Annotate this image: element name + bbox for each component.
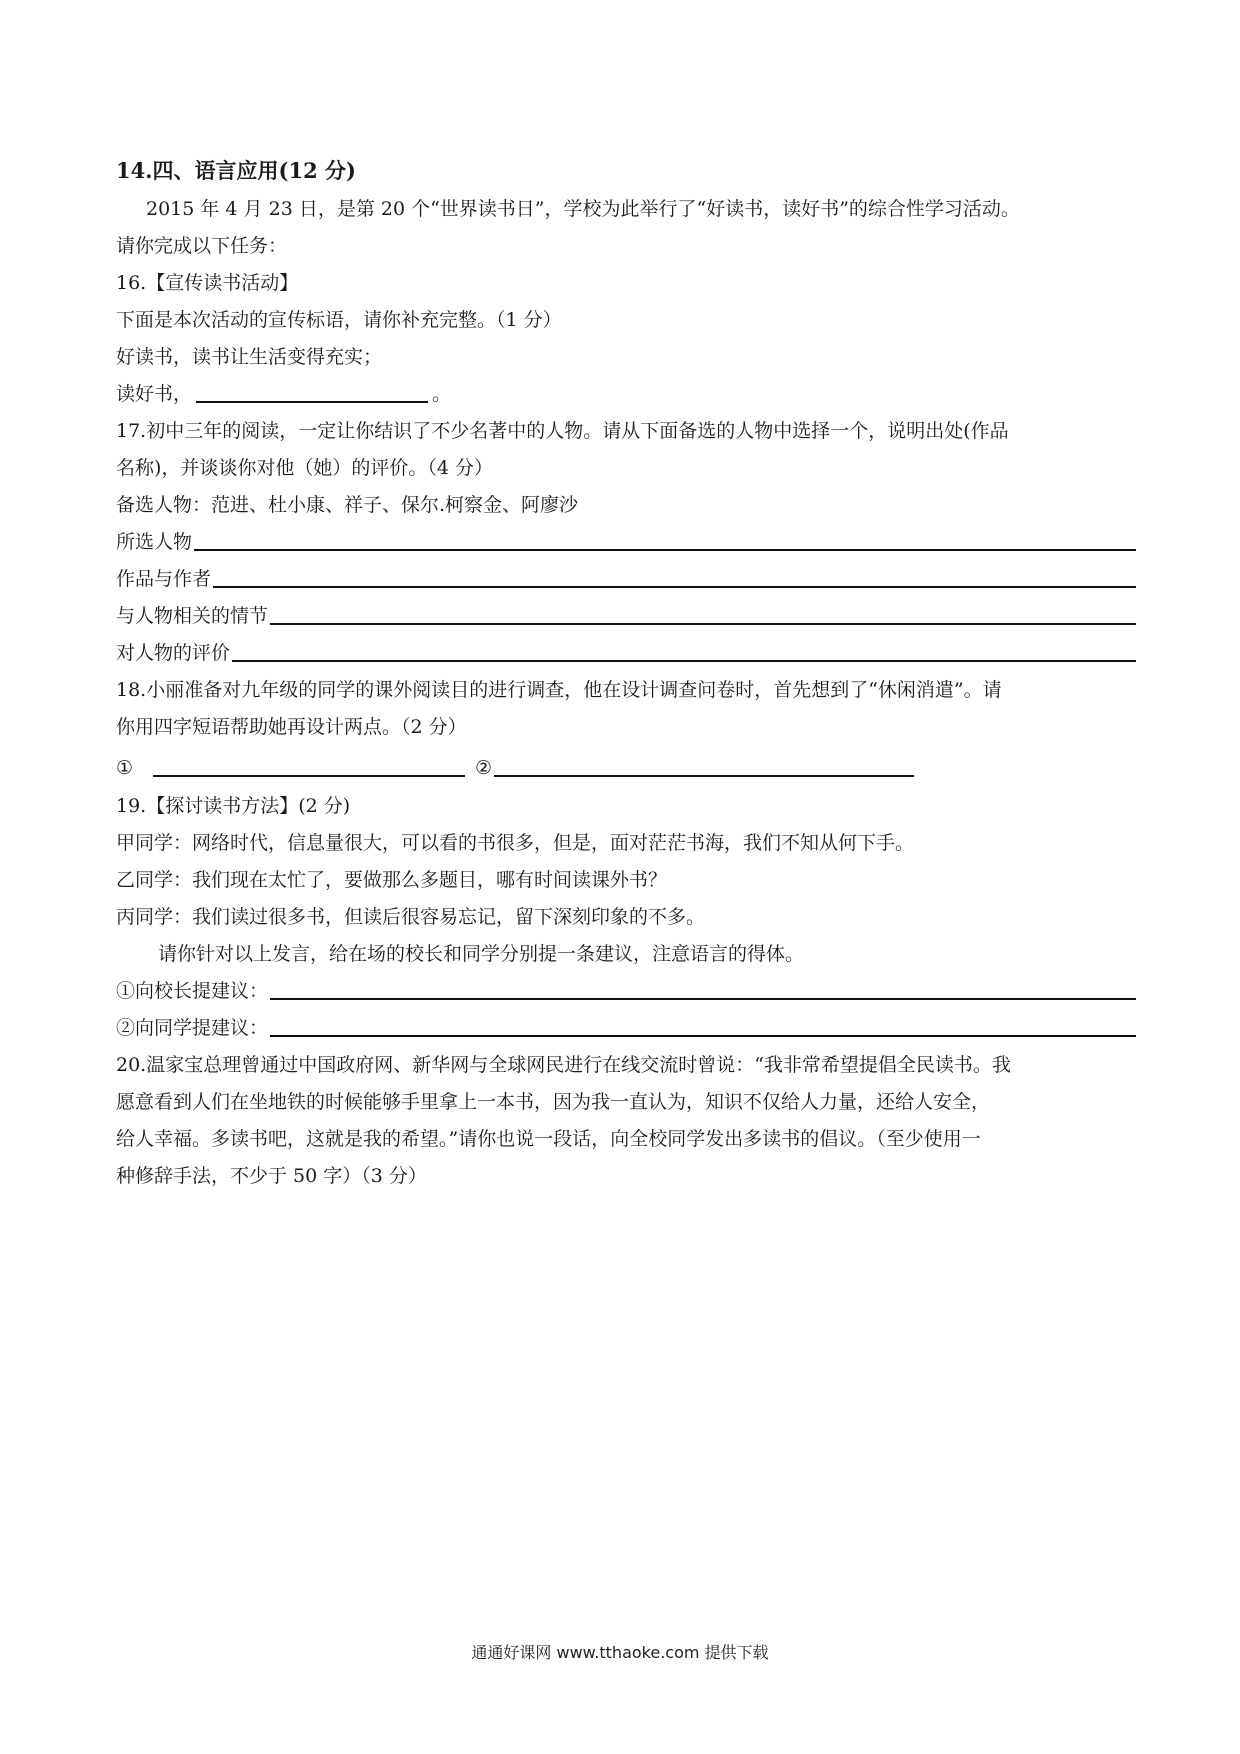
- q17-field-work: [116, 566, 1136, 592]
- q17-field-eval: [116, 640, 1136, 666]
- q18-line-1: 18.小丽准备对九年级的同学的课外阅读目的进行调查，他在设计调查问卷时，首先想到了“休闲消遣”。请: [116, 679, 1002, 701]
- q19-student-b: 乙同学：我们现在太忙了，要做那么多题目，哪有时间读课外书？: [116, 869, 668, 891]
- intro-line-2: 请你完成以下任务：: [116, 235, 288, 257]
- q17-line-1: 17.初中三年的阅读，一定让你结识了不少名著中的人物。请从下面备选的人物中选择一个，说明出处(作品: [116, 420, 1009, 442]
- q17-line-2: 名称)，并谈谈你对他（她）的评价。（4 分）: [116, 457, 494, 479]
- q18-mark-1: ①: [116, 757, 134, 779]
- q19-field-classmates-label: ②向同学提建议：: [116, 1017, 269, 1039]
- q16-slogan-2-prefix: 读好书，: [116, 383, 193, 405]
- q20-line-2: 愿意看到人们在坐地铁的时候能够手里拿上一本书，因为我一直认为，知识不仅给人力量，还给人安全，: [116, 1091, 991, 1113]
- section-title: 14.四、语言应用(12 分): [116, 158, 356, 183]
- q19-field-principal: [116, 978, 1136, 1004]
- q19-heading: 19.【探讨读书方法】(2 分): [116, 795, 351, 817]
- q16-slogan-2: [116, 381, 1136, 407]
- q17-work-blank[interactable]: [213, 566, 1136, 588]
- q19-task: 请你针对以上发言，给在场的校长和同学分别提一条建议，注意语言的得体。: [158, 943, 805, 965]
- q17-plot-blank[interactable]: [270, 603, 1136, 625]
- q19-student-c: 丙同学：我们读过很多书，但读后很容易忘记，留下深刻印象的不多。: [116, 906, 706, 928]
- q16-slogan-2-suffix: 。: [432, 383, 452, 405]
- q18-answers: [116, 755, 1136, 781]
- q17-person-blank[interactable]: [194, 529, 1136, 551]
- q19-classmates-blank[interactable]: [270, 1015, 1136, 1037]
- q20-line-1: 20.温家宝总理曾通过中国政府网、新华网与全球网民进行在线交流时曾说：“我非常希望提倡全民读书。我: [116, 1054, 1011, 1076]
- q17-field-work-label: 作品与作者: [116, 568, 212, 590]
- q20-line-4: 种修辞手法，不少于 50 字）（3 分）: [116, 1165, 427, 1187]
- page-footer: 通通好课网 www.tthaoke.com 提供下载: [471, 1643, 769, 1662]
- q16-answer-blank[interactable]: [196, 383, 428, 403]
- q17-eval-blank[interactable]: [232, 640, 1136, 662]
- q17-field-plot-label: 与人物相关的情节: [116, 605, 269, 627]
- q17-field-eval-label: 对人物的评价: [116, 642, 231, 664]
- q18-line-2: 你用四字短语帮助她再设计两点。（2 分）: [116, 716, 467, 738]
- q18-answer-2-blank[interactable]: [494, 757, 914, 777]
- q16-heading: 16.【宣传读书活动】: [116, 272, 299, 294]
- q17-field-plot: [116, 603, 1136, 629]
- q16-slogan-1: 好读书，读书让生活变得充实；: [116, 346, 383, 368]
- q18-answer-1-blank[interactable]: [153, 757, 465, 777]
- q19-field-principal-label: ①向校长提建议：: [116, 980, 269, 1002]
- q19-field-classmates: [116, 1015, 1136, 1041]
- q16-prompt: 下面是本次活动的宣传标语，请你补充完整。（1 分）: [116, 309, 562, 331]
- q17-field-person-label: 所选人物: [116, 531, 193, 553]
- q17-candidates: 备选人物：范进、杜小康、祥子、保尔.柯察金、阿廖沙: [116, 494, 579, 516]
- q20-line-3: 给人幸福。多读书吧，这就是我的希望。”请你也说一段话，向全校同学发出多读书的倡议。（至少使用一: [116, 1128, 981, 1150]
- q18-mark-2: ②: [475, 757, 493, 779]
- q19-principal-blank[interactable]: [270, 978, 1136, 1000]
- q17-field-person: [116, 529, 1136, 555]
- q19-student-a: 甲同学：网络时代，信息量很大，可以看的书很多，但是，面对茫茫书海，我们不知从何下手。: [116, 832, 915, 854]
- intro-line-1: 2015 年 4 月 23 日，是第 20 个“世界读书日”，学校为此举行了“好读书，读好书”的综合性学习活动。: [146, 198, 1020, 220]
